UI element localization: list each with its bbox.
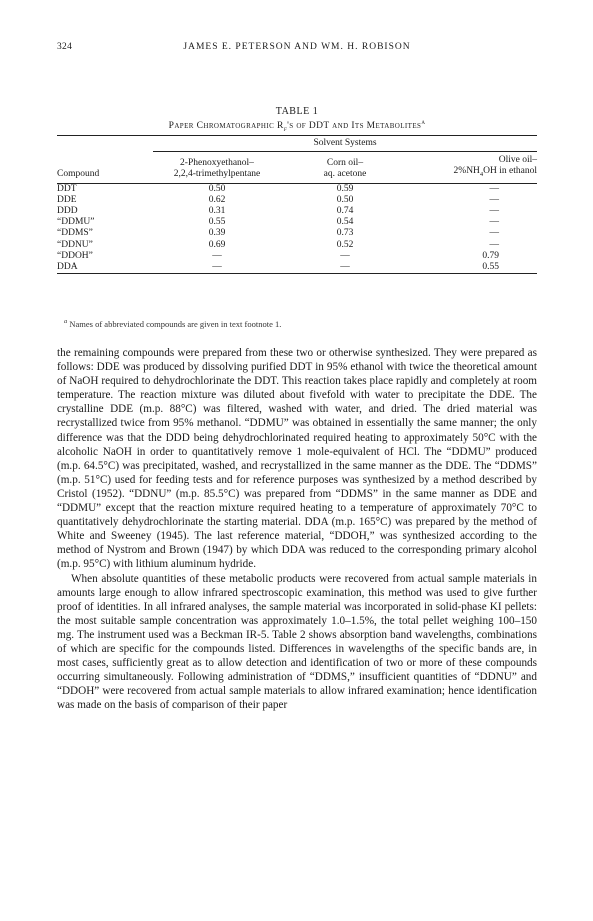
paragraph: When absolute quantities of these metabolic products were recovered from actual sample materials in amounts large enough to allow infrared spectroscopic examination, this method was used to give further proof of identities. In all infrared analyses, the sample material was incorporated in solid-phase KI pellets: the most suitable sample concentration was approximately 1.0–1.5%, the total pellet weighing 100–150 mg. The instrument used was a Beckman IR-5. Table 2 shows absorption band wavelengths, combinations of which are specific for the compounds listed. Differences in wavelengths of the specific bands are, in most cases, sufficiently great as to allow detection and identification of two or more of these compounds occurring simultaneously. Following administration of “DDMS,” insufficient quantities of “DDNU” and “DDOH” were recovered from actual sample materials to allow infrared examination; hence identification was made on the basis of comparison of their paper — [57, 572, 537, 712]
table-row — [57, 251, 537, 262]
table-title-subscript: f — [283, 125, 288, 134]
compound-cell: DDE — [57, 194, 77, 205]
page-number: 324 — [57, 42, 73, 52]
compound-cell: “DDOH” — [57, 250, 93, 261]
table-row — [57, 240, 537, 251]
rf-value-cell: — — [489, 217, 499, 228]
footnote-text: Names of abbreviated compounds are given in text footnote 1. — [67, 318, 282, 329]
table-footnote — [64, 318, 281, 329]
rf-value-cell: 0.69 — [208, 239, 226, 250]
rf-value-cell: 0.59 — [336, 183, 354, 194]
table-label: TABLE 1 — [275, 106, 319, 117]
running-title: JAMES E. PETERSON AND WM. H. ROBISON — [183, 42, 411, 52]
rf-value-cell: — — [489, 183, 499, 194]
table-row — [57, 262, 537, 274]
rf-value-cell: 0.55 — [208, 217, 226, 228]
compound-cell: DDD — [57, 205, 78, 216]
table-row — [57, 206, 537, 217]
table-title — [57, 119, 537, 133]
table-row — [57, 195, 537, 206]
rf-value-cell: — — [489, 239, 499, 250]
column-header-corn-oil: Corn oil– aq. acetone — [323, 158, 367, 180]
rf-value-cell: 0.54 — [336, 217, 354, 228]
rf-value-cell: 0.52 — [336, 239, 354, 250]
compound-cell: DDT — [57, 183, 77, 194]
rf-value-cell: — — [489, 205, 499, 216]
table-title-footnote-mark: a — [421, 119, 426, 126]
table-row — [57, 228, 537, 239]
compound-cell: “DDMU” — [57, 217, 95, 228]
running-head — [57, 42, 537, 56]
paragraph: the remaining compounds were prepared from these two or otherwise synthesized. They were prepared as follows: DDE was produced by dissolving purified DDT in 95% ethanol with twice the theoretical amount of NaOH required to dehydrochlorinate the DDT. This reaction takes place rapidly and completely at room temperature. The reaction mixture was diluted about fivefold with water to precipitate the DDE. The crystalline DDE (m.p. 88°C) was filtered, washed with water, and dried. The dried material was recrystallized twice from 95% methanol. “DDMU” was obtained in essentially the same manner; the only difference was that the DDD being dehydrochlorinated required heating to approximately 50°C with the alcoholic NaOH in order to quantitatively remove 1 mole-equivalent of HCl. The “DDMU” produced (m.p. 64.5°C) was precipitated, washed, and recrystallized in the same manner as the DDE. The “DDMS” (m.p. 51°C) used for feeding tests and for reference purposes was synthesized by a method described by Cristol (1952). “DDNU” (m.p. 85.5°C) was prepared from “DDMS” in the same manner as DDE and “DDMU” except that the reaction mixture required heating to a temperature of approximately 70°C to quantitatively dehydrochlorinate the starting material. DDA (m.p. 165°C) was prepared by the method of White and Sweeney (1945). The last reference material, “DDOH,” was synthesized according to the method of Nystrom and Brown (1947) by which DDA was reduced to the corresponding primary alcohol (m.p. 95°C) with lithium aluminum hydride. — [57, 347, 537, 571]
rf-value-cell: 0.73 — [336, 228, 354, 239]
body-text — [57, 346, 537, 712]
rf-value-cell: 0.50 — [208, 183, 226, 194]
rf-value-cell: 0.55 — [482, 261, 499, 272]
column-header-olive-oil: Olive oil– $2\%NH_4OH$ in ethanol — [453, 155, 537, 179]
rf-value-cell: — — [489, 228, 499, 239]
table-title-part-b: 's of DDT and Its Metabolites — [287, 121, 422, 132]
rf-value-cell: — — [212, 261, 222, 272]
column-header-compound: Compound — [57, 169, 100, 180]
rf-value-cell: 0.31 — [208, 205, 226, 216]
rf-value-cell: 0.74 — [336, 205, 354, 216]
rf-value-cell: 0.62 — [208, 194, 226, 205]
rf-value-cell: 0.39 — [208, 228, 226, 239]
rf-value-cell: — — [489, 194, 499, 205]
rf-value-cell: 0.50 — [336, 194, 354, 205]
table-title-part-a: Paper Chromatographic R — [168, 121, 284, 132]
rf-values-table — [57, 135, 537, 285]
table-row — [57, 184, 537, 195]
column-header-phenoxyethanol: 2-Phenoxyethanol– 2,2,4-trimethylpentane — [173, 158, 261, 180]
rf-value-cell: — — [340, 250, 350, 261]
table-row — [57, 217, 537, 228]
compound-cell: DDA — [57, 261, 78, 272]
solvent-systems-header: Solvent Systems — [153, 136, 537, 152]
rf-value-cell: 0.79 — [482, 250, 499, 261]
compound-cell: “DDMS” — [57, 228, 93, 239]
rf-value-cell: — — [340, 261, 350, 272]
compound-cell: “DDNU” — [57, 239, 93, 250]
footnote-mark: a — [64, 318, 68, 325]
rf-value-cell: — — [212, 250, 222, 261]
